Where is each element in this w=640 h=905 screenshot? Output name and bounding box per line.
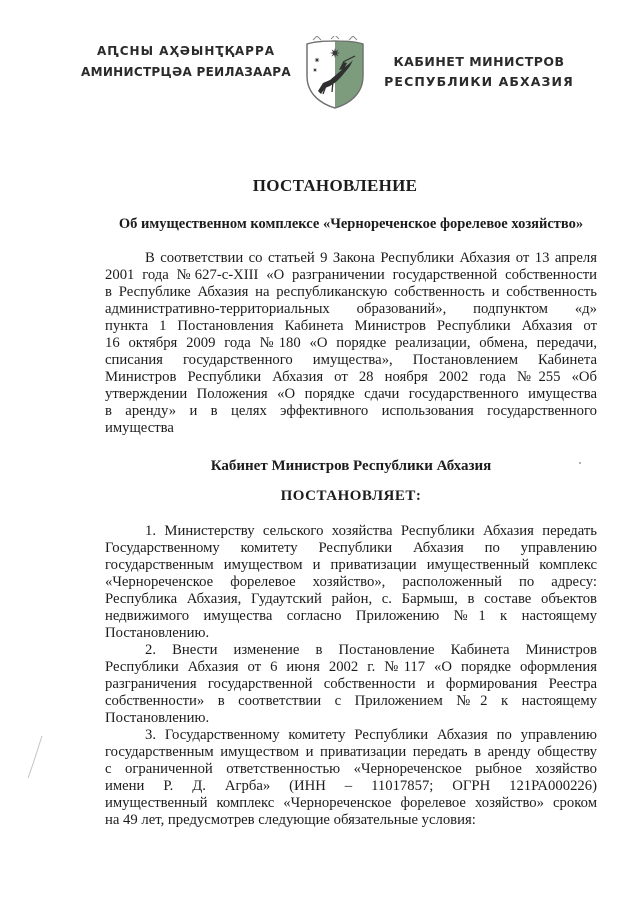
text-line: Постановлению. — [105, 625, 210, 641]
text-line: утверждении Положения «О порядке сдачи государственного имущества — [105, 386, 597, 402]
document-subtitle: Об имущественном комплексе «Чернореченское форелевое хозяйство» — [118, 216, 584, 232]
decree-heading: ПОСТАНОВЛЯЕТ: — [280, 488, 422, 504]
text-line: государственным имуществом и приватизации передать в аренду обществу — [105, 744, 597, 760]
text-line: имущества — [105, 420, 174, 436]
decree-item-2 — [105, 642, 597, 727]
text-line: 2001 года №627-с-XIII «О разграничении государственной собственности — [105, 267, 597, 283]
text-line: в Республике Абхазия на республиканскую собственность и собственность — [105, 284, 597, 300]
header-abkhaz-line-1: АԤСНЫ АҲӘЫНҬҚАРРА — [96, 44, 276, 58]
margin-pen-mark — [24, 734, 46, 782]
text-line: в аренду» и в целях эффективного использования государственного — [105, 403, 597, 419]
header-russian-line-1: КАБИНЕТ МИНИСТРОВ — [393, 54, 565, 69]
text-line: разграничения государственной собственности и формирования Реестра — [105, 676, 597, 692]
text-line: с ограниченной ответственностью «Чернореченское рыбное хозяйство — [105, 761, 597, 777]
text-line: пункта 1 Постановления Кабинета Министров Республики Абхазия от — [105, 318, 597, 334]
text-line: списания государственного имущества», Постановлением Кабинета — [105, 352, 597, 368]
text-line: собственности» в соответствии с Приложением №2 к настоящему — [105, 693, 597, 709]
decree-item-3 — [105, 727, 597, 829]
decree-item-1 — [105, 523, 597, 642]
text-line: 16 октября 2009 года №180 «О порядке реализации, обмена, передачи, — [105, 335, 597, 351]
header-russian-title — [360, 52, 598, 92]
preamble-paragraph — [105, 250, 597, 437]
text-line: 2. Внести изменение в Постановление Кабинета Министров — [145, 642, 597, 658]
text-line: В соответствии со статьей 9 Закона Республики Абхазия от 13 апреля — [145, 250, 597, 266]
text-line: административно-территориальных образований», подпунктом «д» — [105, 301, 597, 317]
text-line: на 49 лет, предусмотрев следующие обязательные условия: — [105, 812, 476, 828]
text-line: Государственному комитету Республики Абхазия по управлению — [105, 540, 597, 556]
text-line: Республика Абхазия, Гудаутский район, с. Бармыш, в составе объектов — [105, 591, 597, 607]
text-line: 3. Государственному комитету Республики Абхазия по управлению — [145, 727, 597, 743]
header-russian-line-2: РЕСПУБЛИКИ АБХАЗИЯ — [384, 74, 574, 89]
text-line: имущественный комплекс «Чернореченское форелевое хозяйство» сроком — [105, 795, 597, 811]
text-line: «Чернореченское форелевое хозяйство», расположенный по адресу: — [105, 574, 597, 590]
text-line: 1. Министерству сельского хозяйства Республики Абхазия передать — [145, 523, 597, 539]
header-abkhaz-line-2: АМИНИСТРЦӘА РЕИЛАЗААРА — [80, 65, 291, 79]
issuer-heading: Кабинет Министров Республики Абхазия — [210, 458, 492, 474]
document-title: ПОСТАНОВЛЕНИЕ — [252, 176, 418, 195]
text-line: недвижимого имущества согласно Приложению №1 к настоящему — [105, 608, 597, 624]
text-line: имени Р. Д. Агрба» (ИНН – 11017857; ОГРН 121РА000226) — [105, 778, 597, 794]
decree-items — [105, 523, 597, 829]
text-line: государственным имуществом и приватизации имущественный комплекс — [105, 557, 597, 573]
header-abkhaz-title — [71, 41, 301, 83]
coat-of-arms-icon — [303, 36, 367, 110]
text-line: Республики Абхазия от 6 июня 2002 г. №117 «О порядке оформления — [105, 659, 597, 675]
text-line: Постановлению. — [105, 710, 210, 726]
text-line: Министров Республики Абхазия от 28 ноября 2002 года №255 «Об — [105, 369, 597, 385]
scan-speck — [579, 462, 581, 464]
